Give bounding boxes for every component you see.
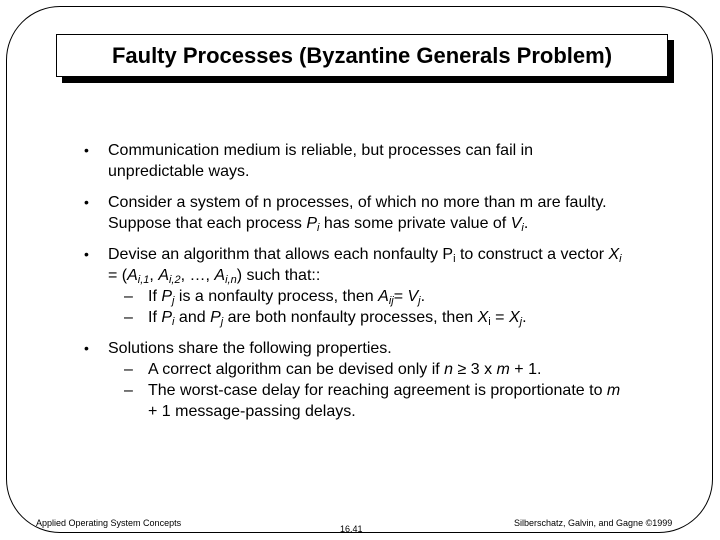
sub-dash: – — [124, 288, 133, 305]
bullet-dot: • — [84, 194, 89, 210]
footer-authors: Silberschatz, Galvin, and Gagne ©1999 — [514, 518, 673, 528]
sub-item-worst-case-delay: – The worst-case delay for reaching agreement is proportionate to m + 1 message-passing delays. — [124, 382, 621, 420]
footer-page-number: 16.41 — [340, 524, 363, 534]
bullet-dot: • — [84, 246, 89, 262]
sub-item-both-nonfaulty: – If $P_i$ and $P_j$ are both nonfaulty processes, then $X_i = X_j$. — [124, 309, 527, 328]
sub-list — [108, 286, 624, 328]
bullet-dot: • — [84, 142, 89, 158]
bullet-solutions — [84, 338, 624, 422]
sub-list — [108, 359, 624, 422]
footer-book-title: Applied Operating System Concepts — [36, 518, 182, 528]
sub-dash: – — [124, 361, 133, 378]
sub-item-nonfaulty: – If $P_j$ is a nonfaulty process, then $A_{ij}= V_j$. — [124, 288, 426, 307]
bullet-text: Communication medium is reliable, but processes can fail in unpredictable ways. — [108, 142, 534, 180]
bullet-text: Solutions share the following properties. — [108, 340, 392, 357]
bullet-system — [84, 192, 624, 234]
sub-dash: – — [124, 309, 133, 326]
slide-title: Faulty Processes (Byzantine Generals Problem) — [56, 34, 668, 77]
bullet-communication — [84, 140, 624, 182]
sub-item-correct-algorithm: – A correct algorithm can be devised only if n ≥ 3 x m + 1. — [124, 361, 542, 378]
bullet-text: Devise an algorithm that allows each nonfaulty $P_i$ to construct a vector $X_i = (A_{i,1}$, $A_{i,2}$, …, $A_{i,n}$) such that:: — [108, 246, 622, 286]
bullet-dot: • — [84, 340, 89, 356]
bullet-text: Consider a system of n processes, of which no more than m are faulty. Suppose that each process $P_i$ has some private value of $V_i$. — [108, 194, 607, 234]
slide-content — [84, 140, 624, 432]
bullet-algorithm — [84, 244, 624, 328]
sub-dash: – — [124, 382, 133, 399]
